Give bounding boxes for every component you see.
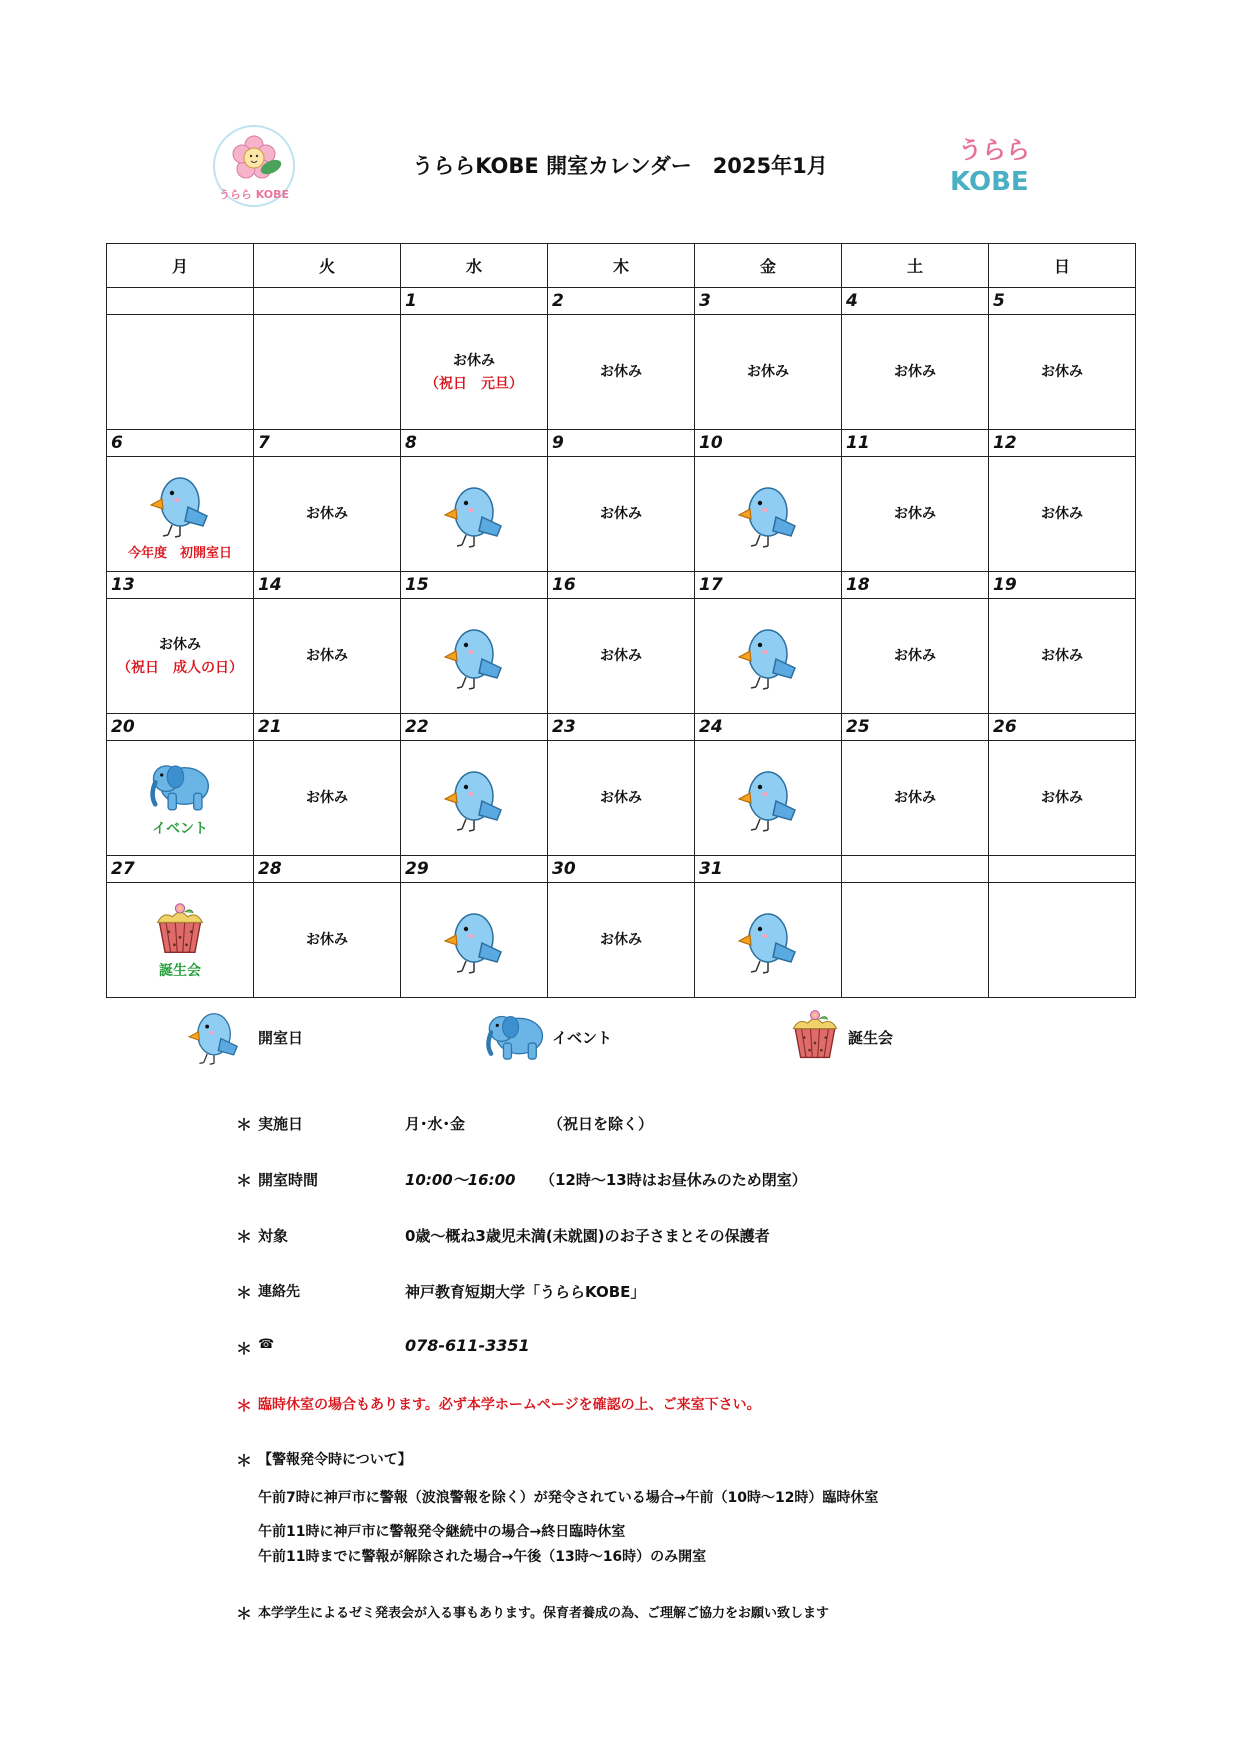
date-number: 22 (401, 714, 548, 741)
day-cell-empty (989, 883, 1136, 998)
info-bullet: ＊ (236, 1227, 253, 1246)
weekday-header-row (107, 244, 1136, 288)
date-number: 19 (989, 572, 1136, 599)
info-label-hours: 開室時間 (258, 1171, 319, 1189)
info-label-contact: 連絡先 (258, 1284, 300, 1300)
day-cell-closed (548, 457, 695, 572)
day-cell-closed (989, 599, 1136, 714)
closed-label: お休み (306, 932, 348, 948)
day-cell-event (107, 741, 254, 856)
calendar-table (106, 243, 1136, 998)
day-content-row (107, 315, 1136, 430)
closed-label: お休み (159, 637, 201, 653)
date-number: 6 (107, 430, 254, 457)
footer-note: 本学学生によるゼミ発表会が入る事もあります。保育者養成の為、ご理解ご協力をお願い致します (258, 1606, 829, 1621)
info-value-target: 0歳～概ね3歳児未満(未就園)のお子さまとその保護者 (405, 1227, 770, 1245)
warning-line: 午前11時に神戸市に警報発令継続中の場合→終日臨時休室 (258, 1524, 626, 1540)
date-number: 15 (401, 572, 548, 599)
day-cell-closed (989, 457, 1136, 572)
day-cell-closed (254, 883, 401, 998)
warning-line: 午前7時に神戸市に警報（波浪警報を除く）が発令されている場合→午前（10時～12時）臨時休室 (258, 1490, 879, 1506)
date-number: 10 (695, 430, 842, 457)
date-number-row (107, 856, 1136, 883)
info-bullet: ＊ (236, 1115, 253, 1134)
day-cell-closed (989, 315, 1136, 430)
closed-label: お休み (306, 790, 348, 806)
day-cell-closed (107, 599, 254, 714)
notice-temporary-closure: 臨時休室の場合もあります。必ず本学ホームページを確認の上、ご来室下さい。 (258, 1397, 761, 1413)
elephant-icon (148, 758, 212, 814)
legend-elephant-icon (484, 1008, 546, 1064)
date-number (842, 856, 989, 883)
cake-icon (152, 900, 208, 956)
closed-label: お休み (747, 364, 789, 380)
day-cell-empty (254, 315, 401, 430)
logo-right (944, 130, 1030, 200)
day-content-row (107, 599, 1136, 714)
info-extra-hours: （12時～13時はお昼休みのため閉室） (540, 1171, 807, 1189)
closed-label: お休み (894, 648, 936, 664)
date-number (107, 288, 254, 315)
closed-label: お休み (600, 506, 642, 522)
weekday-header: 日 (989, 244, 1136, 288)
date-number: 17 (695, 572, 842, 599)
info-value-days: 月･水･金 (405, 1115, 466, 1133)
day-cell-empty (842, 883, 989, 998)
info-bullet: ＊ (236, 1451, 253, 1470)
day-note: （祝日 元旦） (425, 376, 523, 392)
info-value-contact: 神戸教育短期大学「うららKOBE」 (405, 1283, 646, 1301)
day-cell-closed (254, 457, 401, 572)
phone-icon: ☎ (258, 1337, 275, 1352)
closed-label: お休み (1041, 790, 1083, 806)
page-title: うららKOBE 開室カレンダー 2025年1月 (412, 154, 828, 178)
legend-open-label: 開室日 (258, 1029, 304, 1047)
info-bullet: ＊ (236, 1283, 253, 1302)
day-cell-closed (548, 599, 695, 714)
closed-label: お休み (1041, 506, 1083, 522)
date-number: 4 (842, 288, 989, 315)
legend-event-label: イベント (552, 1029, 613, 1047)
day-content-row (107, 457, 1136, 572)
info-label-days: 実施日 (258, 1115, 304, 1133)
date-number: 12 (989, 430, 1136, 457)
date-number: 13 (107, 572, 254, 599)
date-number: 23 (548, 714, 695, 741)
closed-label: お休み (453, 353, 495, 369)
weekday-header: 土 (842, 244, 989, 288)
info-bullet: ＊ (236, 1339, 253, 1358)
date-number: 26 (989, 714, 1136, 741)
day-cell-closed (254, 599, 401, 714)
day-cell-birthday (107, 883, 254, 998)
day-cell-open (695, 883, 842, 998)
bird-icon (444, 620, 504, 692)
closed-label: お休み (600, 648, 642, 664)
legend-birthday-label: 誕生会 (848, 1029, 894, 1047)
day-note: （祝日 成人の日） (117, 660, 243, 676)
closed-label: お休み (1041, 648, 1083, 664)
day-cell-closed (989, 741, 1136, 856)
info-value-phone: 078-611-3351 (405, 1336, 530, 1355)
day-cell-open (401, 599, 548, 714)
date-number: 8 (401, 430, 548, 457)
warning-line: 午前11時までに警報が解除された場合→午後（13時～16時）のみ開室 (258, 1549, 707, 1565)
date-number: 16 (548, 572, 695, 599)
info-bullet: ＊ (236, 1171, 253, 1190)
closed-label: お休み (306, 506, 348, 522)
date-number: 18 (842, 572, 989, 599)
closed-label: お休み (894, 364, 936, 380)
bird-icon (738, 478, 798, 550)
legend-bird-icon (186, 1006, 242, 1066)
day-note: 今年度 初開室日 (127, 545, 232, 561)
date-number (989, 856, 1136, 883)
weekday-header: 水 (401, 244, 548, 288)
day-cell-closed (842, 599, 989, 714)
day-cell-closed (254, 741, 401, 856)
date-number-row (107, 430, 1136, 457)
date-number: 29 (401, 856, 548, 883)
bird-icon (738, 762, 798, 834)
bird-icon (738, 620, 798, 692)
date-number: 31 (695, 856, 842, 883)
closed-label: お休み (306, 648, 348, 664)
day-cell-open (401, 457, 548, 572)
weekday-header: 金 (695, 244, 842, 288)
day-cell-open (401, 741, 548, 856)
date-number: 2 (548, 288, 695, 315)
logo-left-text: うらら KOBE (218, 188, 290, 201)
closed-label: お休み (894, 790, 936, 806)
weekday-header: 木 (548, 244, 695, 288)
date-number (254, 288, 401, 315)
day-cell-closed (548, 741, 695, 856)
bird-icon (150, 468, 210, 540)
info-bullet: ＊ (236, 1604, 253, 1623)
date-number: 14 (254, 572, 401, 599)
day-content-row (107, 883, 1136, 998)
day-cell-empty (107, 315, 254, 430)
day-cell-open (695, 457, 842, 572)
closed-label: お休み (600, 932, 642, 948)
date-number: 9 (548, 430, 695, 457)
day-note: イベント (152, 821, 208, 837)
date-number: 28 (254, 856, 401, 883)
date-number: 24 (695, 714, 842, 741)
closed-label: お休み (600, 364, 642, 380)
weekday-header: 月 (107, 244, 254, 288)
calendar-body (107, 288, 1136, 998)
date-number-row (107, 714, 1136, 741)
logo-right-top: うらら (958, 136, 1030, 164)
closed-label: お休み (600, 790, 642, 806)
date-number: 1 (401, 288, 548, 315)
logo-right-bottom: KOBE (950, 167, 1029, 197)
date-number: 21 (254, 714, 401, 741)
date-number: 30 (548, 856, 695, 883)
day-cell-open (695, 599, 842, 714)
day-cell-open (107, 457, 254, 572)
date-number: 7 (254, 430, 401, 457)
day-cell-closed (548, 315, 695, 430)
bird-icon (738, 904, 798, 976)
date-number: 20 (107, 714, 254, 741)
bird-icon (444, 478, 504, 550)
bird-icon (444, 762, 504, 834)
closed-label: お休み (1041, 364, 1083, 380)
date-number: 27 (107, 856, 254, 883)
day-cell-open (401, 883, 548, 998)
bird-icon (444, 904, 504, 976)
warning-title: 【警報発令時について】 (258, 1452, 412, 1468)
date-number: 25 (842, 714, 989, 741)
date-number: 3 (695, 288, 842, 315)
info-bullet: ＊ (236, 1396, 253, 1415)
day-note: 誕生会 (159, 963, 201, 979)
day-cell-closed (401, 315, 548, 430)
info-extra-days: （祝日を除く） (548, 1115, 654, 1133)
info-label-target: 対象 (258, 1227, 289, 1245)
date-number: 5 (989, 288, 1136, 315)
day-cell-closed (695, 315, 842, 430)
closed-label: お休み (894, 506, 936, 522)
logo-left (212, 124, 296, 208)
date-number: 11 (842, 430, 989, 457)
day-content-row (107, 741, 1136, 856)
day-cell-closed (548, 883, 695, 998)
day-cell-closed (842, 315, 989, 430)
weekday-header: 火 (254, 244, 401, 288)
legend-cake-icon (788, 1006, 842, 1062)
date-number-row (107, 288, 1136, 315)
day-cell-closed (842, 457, 989, 572)
date-number-row (107, 572, 1136, 599)
info-value-hours: 10:00～16:00 (405, 1171, 516, 1189)
day-cell-open (695, 741, 842, 856)
day-cell-closed (842, 741, 989, 856)
